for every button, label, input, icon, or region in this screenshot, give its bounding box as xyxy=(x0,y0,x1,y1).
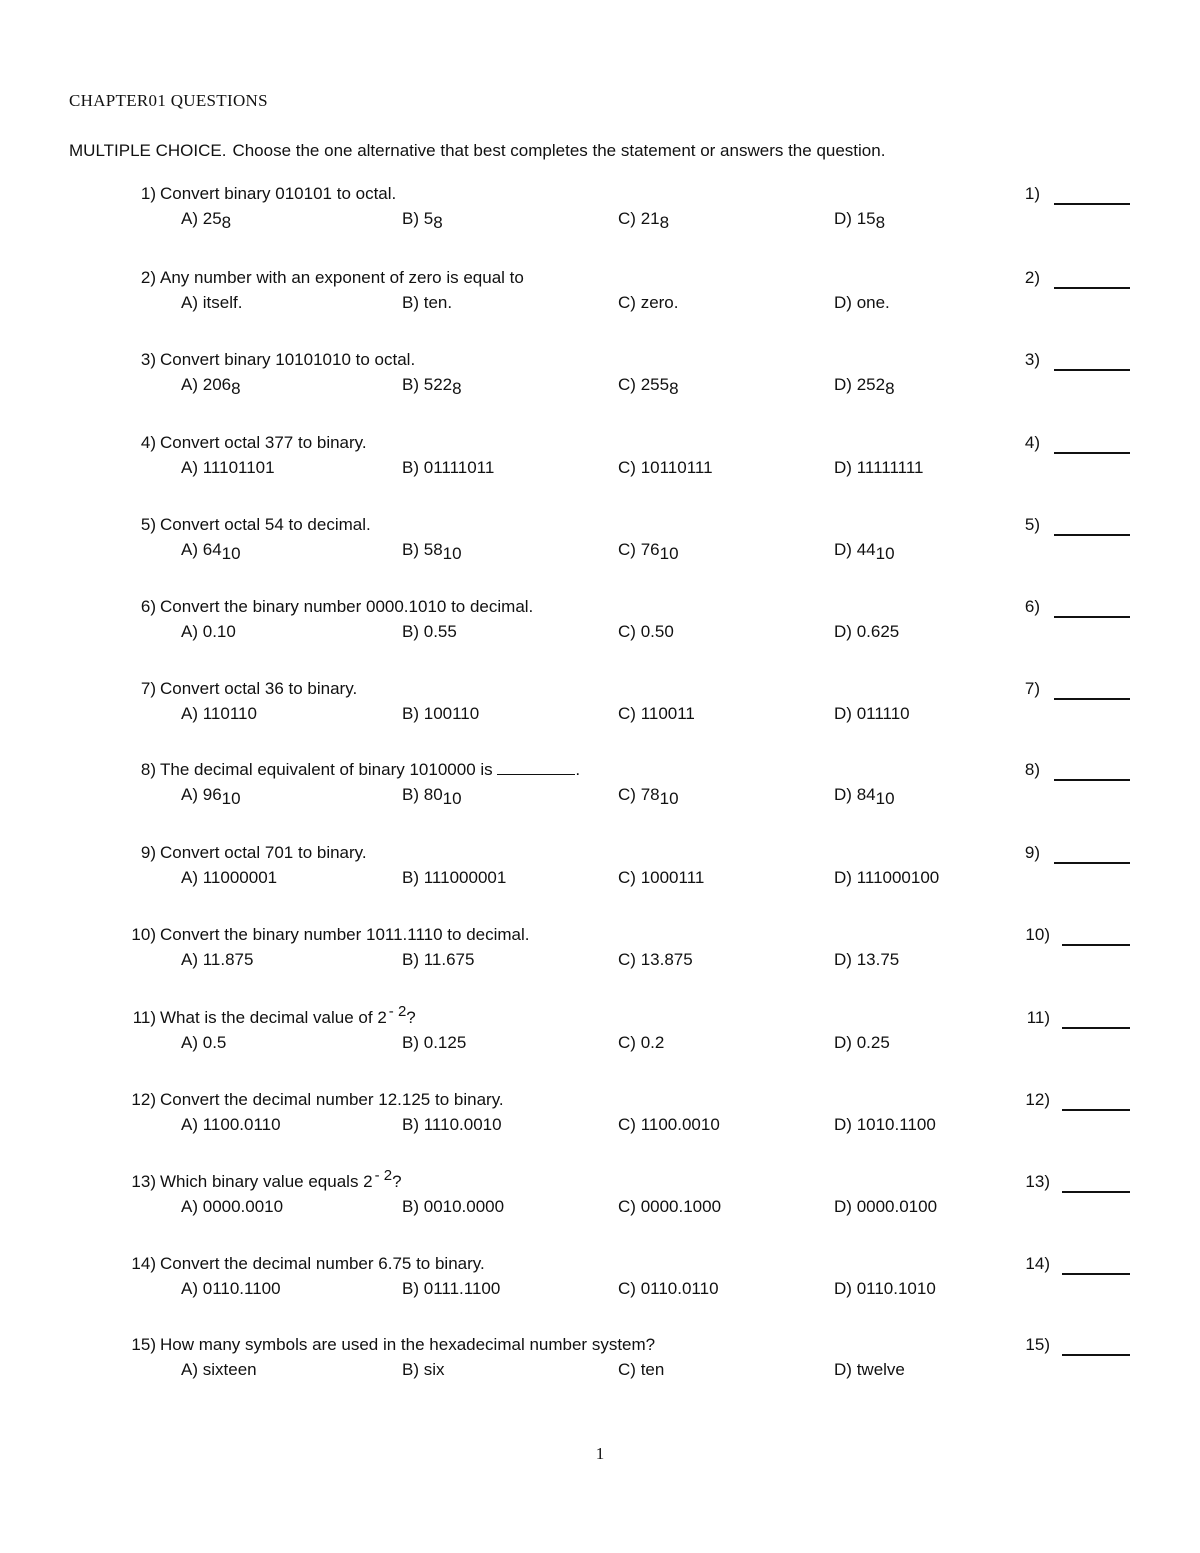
answer-number: 6) xyxy=(1024,597,1040,616)
option-label: D) xyxy=(834,622,852,641)
answer-blank[interactable] xyxy=(1054,203,1130,205)
option-value: 252 xyxy=(856,375,886,394)
option-value: 5 xyxy=(423,209,434,228)
option-value: 11.875 xyxy=(202,950,254,969)
question-text-main: Convert binary 010101 to octal. xyxy=(160,184,397,203)
option-b[interactable] xyxy=(402,1115,502,1135)
option-value: 522 xyxy=(423,375,453,394)
option-b[interactable] xyxy=(402,622,457,642)
question-text xyxy=(160,350,415,370)
question-11 xyxy=(0,1003,1200,1068)
option-d[interactable] xyxy=(834,209,886,232)
question-8 xyxy=(0,760,1200,820)
option-value: 0.10 xyxy=(202,622,236,641)
option-base-subscript: 10 xyxy=(875,789,895,808)
answer-number: 5) xyxy=(1024,515,1040,534)
question-text-main: Convert binary 10101010 to octal. xyxy=(160,350,416,369)
option-label: D) xyxy=(834,704,852,723)
chapter-title: CHAPTER01 QUESTIONS xyxy=(69,91,268,110)
question-1 xyxy=(0,184,1200,244)
question-text-main: Convert octal 377 to binary. xyxy=(160,433,367,452)
option-value: six xyxy=(423,1360,445,1379)
question-text xyxy=(160,433,367,453)
question-7 xyxy=(0,679,1200,739)
option-value: 0000.0100 xyxy=(856,1197,938,1216)
option-value: 64 xyxy=(202,540,222,559)
option-label: A) xyxy=(181,375,198,394)
option-label: B) xyxy=(402,704,419,723)
option-b[interactable] xyxy=(402,209,443,232)
option-base-subscript: 10 xyxy=(659,789,679,808)
option-c[interactable] xyxy=(618,375,679,398)
option-c[interactable] xyxy=(618,1279,719,1299)
question-number: 9) xyxy=(140,843,156,862)
option-label: A) xyxy=(181,950,198,969)
option-label: D) xyxy=(834,375,852,394)
option-c[interactable] xyxy=(618,458,713,478)
option-label: B) xyxy=(402,458,419,477)
option-label: D) xyxy=(834,293,852,312)
option-label: A) xyxy=(181,293,198,312)
section-instruction-text: Choose the one alternative that best completes the statement or answers the question. xyxy=(232,141,886,160)
option-label: C) xyxy=(618,704,636,723)
question-text xyxy=(160,925,530,945)
option-value: 78 xyxy=(640,785,660,804)
answer-number: 2) xyxy=(1024,268,1040,287)
option-label: A) xyxy=(181,1279,198,1298)
option-value: 21 xyxy=(640,209,660,228)
option-label: C) xyxy=(618,785,636,804)
option-a[interactable] xyxy=(181,1360,257,1380)
option-label: A) xyxy=(181,622,198,641)
option-value: 13.875 xyxy=(640,950,693,969)
option-a[interactable] xyxy=(181,209,232,232)
question-text-main: Convert the decimal number 6.75 to binary. xyxy=(160,1254,485,1273)
question-text-main: Any number with an exponent of zero is equal to xyxy=(160,268,524,287)
option-a[interactable] xyxy=(181,785,241,808)
answer-number: 4) xyxy=(1024,433,1040,452)
option-c[interactable] xyxy=(618,1197,721,1217)
answer-blank[interactable] xyxy=(1062,1191,1130,1193)
option-b[interactable] xyxy=(402,1279,500,1299)
option-label: A) xyxy=(181,209,198,228)
option-label: A) xyxy=(181,1115,198,1134)
option-d[interactable] xyxy=(834,540,895,563)
question-number: 7) xyxy=(140,679,156,698)
option-base-subscript: 10 xyxy=(659,544,679,563)
question-text-main: How many symbols are used in the hexadecimal number system? xyxy=(160,1335,656,1354)
question-4 xyxy=(0,433,1200,493)
option-label: B) xyxy=(402,375,419,394)
option-label: C) xyxy=(618,540,636,559)
answer-blank[interactable] xyxy=(1054,779,1130,781)
option-b[interactable] xyxy=(402,1360,445,1380)
option-label: D) xyxy=(834,1360,852,1379)
question-text-end: ? xyxy=(392,1172,402,1191)
answer-number: 1) xyxy=(1024,184,1040,203)
option-d[interactable] xyxy=(834,1360,905,1380)
option-value: 0.55 xyxy=(423,622,457,641)
option-label: C) xyxy=(618,1360,636,1379)
option-value: 1100.0110 xyxy=(202,1115,281,1134)
option-value: 80 xyxy=(423,785,443,804)
option-value: 13.75 xyxy=(856,950,900,969)
option-c[interactable] xyxy=(618,1115,720,1135)
option-label: B) xyxy=(402,950,419,969)
option-d[interactable] xyxy=(834,375,895,398)
question-text-main: Convert octal 54 to decimal. xyxy=(160,515,371,534)
exponent: - 2 xyxy=(388,1003,407,1020)
answer-number: 9) xyxy=(1024,843,1040,862)
option-label: D) xyxy=(834,1033,852,1052)
option-base-subscript: 10 xyxy=(875,544,895,563)
option-value: 111000100 xyxy=(856,868,940,887)
option-label: D) xyxy=(834,1115,852,1134)
option-label: B) xyxy=(402,1115,419,1134)
question-text-main: Convert the binary number 1011.1110 to decimal. xyxy=(160,925,530,944)
option-value: 44 xyxy=(856,540,876,559)
option-value: 011110 xyxy=(856,704,910,723)
option-value: 0000.1000 xyxy=(640,1197,722,1216)
question-text xyxy=(160,597,533,617)
question-number: 13) xyxy=(131,1172,156,1191)
question-6 xyxy=(0,597,1200,657)
option-label: A) xyxy=(181,540,198,559)
answer-blank[interactable] xyxy=(1054,287,1130,289)
option-label: B) xyxy=(402,540,419,559)
option-label: B) xyxy=(402,785,419,804)
option-value: 0.2 xyxy=(640,1033,665,1052)
question-text-main: Convert octal 36 to binary. xyxy=(160,679,358,698)
option-value: 0111.1100 xyxy=(423,1279,501,1298)
option-label: B) xyxy=(402,1279,419,1298)
option-label: C) xyxy=(618,622,636,641)
option-label: D) xyxy=(834,458,852,477)
section-label: MULTIPLE CHOICE. xyxy=(69,141,227,160)
answer-blank[interactable] xyxy=(1054,534,1130,536)
option-value: 11.675 xyxy=(423,950,475,969)
option-value: 0000.0010 xyxy=(202,1197,284,1216)
option-d[interactable] xyxy=(834,1033,890,1053)
option-c[interactable] xyxy=(618,785,679,808)
option-base-subscript: 8 xyxy=(433,213,443,232)
option-label: B) xyxy=(402,868,419,887)
option-label: B) xyxy=(402,1033,419,1052)
option-d[interactable] xyxy=(834,458,924,478)
question-number: 12) xyxy=(131,1090,156,1109)
page-number: 1 xyxy=(595,1444,605,1463)
option-b[interactable] xyxy=(402,1033,466,1053)
option-value: twelve xyxy=(856,1360,905,1379)
question-text xyxy=(160,760,580,780)
option-value: 0010.0000 xyxy=(423,1197,505,1216)
option-value: sixteen xyxy=(202,1360,257,1379)
answer-number: 8) xyxy=(1024,760,1040,779)
question-text xyxy=(160,1090,504,1110)
question-9 xyxy=(0,843,1200,903)
question-number: 15) xyxy=(131,1335,156,1354)
option-value: 58 xyxy=(423,540,443,559)
option-label: B) xyxy=(402,209,419,228)
question-13 xyxy=(0,1167,1200,1232)
option-value: 0110.1100 xyxy=(202,1279,281,1298)
question-text xyxy=(160,515,371,535)
option-label: A) xyxy=(181,785,198,804)
option-value: 11000001 xyxy=(202,868,278,887)
option-value: 84 xyxy=(856,785,876,804)
option-a[interactable] xyxy=(181,1115,281,1135)
option-base-subscript: 8 xyxy=(452,379,462,398)
option-value: 1110.0010 xyxy=(423,1115,502,1134)
option-value: 0.25 xyxy=(856,1033,890,1052)
answer-blank[interactable] xyxy=(1054,616,1130,618)
option-b[interactable] xyxy=(402,458,494,478)
question-3 xyxy=(0,350,1200,410)
fill-in-blank xyxy=(497,760,575,775)
question-number: 10) xyxy=(131,925,156,944)
option-b[interactable] xyxy=(402,375,462,398)
option-value: 0.625 xyxy=(856,622,900,641)
option-value: 0110.0110 xyxy=(640,1279,719,1298)
question-text xyxy=(160,268,524,288)
option-value: 76 xyxy=(640,540,660,559)
option-value: zero. xyxy=(640,293,679,312)
option-d[interactable] xyxy=(834,1115,936,1135)
option-c[interactable] xyxy=(618,950,693,970)
option-value: 01111011 xyxy=(423,458,495,477)
question-number: 6) xyxy=(140,597,156,616)
option-d[interactable] xyxy=(834,868,939,888)
option-value: 1000111 xyxy=(640,868,705,887)
option-label: D) xyxy=(834,1197,852,1216)
answer-number: 10) xyxy=(1025,925,1050,944)
option-value: 100110 xyxy=(423,704,480,723)
option-d[interactable] xyxy=(834,1279,936,1299)
option-label: D) xyxy=(834,209,852,228)
question-text-main: Which binary value equals 2 xyxy=(160,1172,373,1191)
question-number: 11) xyxy=(132,1008,156,1027)
option-value: 15 xyxy=(856,209,876,228)
question-number: 5) xyxy=(140,515,156,534)
option-a[interactable] xyxy=(181,1197,283,1217)
question-text xyxy=(160,1167,402,1192)
option-c[interactable] xyxy=(618,1033,664,1053)
question-text-main: Convert octal 701 to binary. xyxy=(160,843,367,862)
option-base-subscript: 10 xyxy=(442,544,462,563)
option-label: C) xyxy=(618,868,636,887)
question-14 xyxy=(0,1254,1200,1314)
option-value: 1010.1100 xyxy=(856,1115,936,1134)
answer-blank[interactable] xyxy=(1062,1354,1130,1356)
option-b[interactable] xyxy=(402,950,474,970)
question-number: 14) xyxy=(131,1254,156,1273)
option-value: 10110111 xyxy=(640,458,713,477)
option-b[interactable] xyxy=(402,540,462,563)
option-label: C) xyxy=(618,1033,636,1052)
option-a[interactable] xyxy=(181,458,275,478)
answer-number: 13) xyxy=(1025,1172,1050,1191)
option-base-subscript: 10 xyxy=(221,544,241,563)
question-12 xyxy=(0,1090,1200,1150)
option-d[interactable] xyxy=(834,622,899,642)
option-label: A) xyxy=(181,704,198,723)
exponent: - 2 xyxy=(374,1167,393,1184)
option-label: D) xyxy=(834,1279,852,1298)
option-label: C) xyxy=(618,293,636,312)
question-text xyxy=(160,184,396,204)
option-value: 96 xyxy=(202,785,222,804)
option-label: C) xyxy=(618,375,636,394)
answer-blank[interactable] xyxy=(1054,698,1130,700)
question-text xyxy=(160,679,357,699)
option-label: C) xyxy=(618,950,636,969)
question-text-end: ? xyxy=(406,1008,416,1027)
option-label: C) xyxy=(618,1279,636,1298)
option-value: 1100.0010 xyxy=(640,1115,720,1134)
question-number: 8) xyxy=(140,760,156,779)
answer-number: 14) xyxy=(1025,1254,1050,1273)
question-text xyxy=(160,1335,655,1355)
option-value: 110011 xyxy=(640,704,695,723)
option-d[interactable] xyxy=(834,950,899,970)
option-b[interactable] xyxy=(402,293,452,313)
option-label: C) xyxy=(618,458,636,477)
option-base-subscript: 8 xyxy=(669,379,679,398)
option-value: 255 xyxy=(640,375,670,394)
option-value: 0.5 xyxy=(202,1033,227,1052)
option-d[interactable] xyxy=(834,785,895,808)
question-15 xyxy=(0,1335,1200,1395)
option-label: A) xyxy=(181,1360,198,1379)
option-label: D) xyxy=(834,950,852,969)
answer-blank[interactable] xyxy=(1062,1027,1130,1029)
option-d[interactable] xyxy=(834,1197,937,1217)
option-a[interactable] xyxy=(181,540,241,563)
option-c[interactable] xyxy=(618,1360,664,1380)
question-number: 2) xyxy=(140,268,156,287)
option-value: 110110 xyxy=(202,704,257,723)
answer-blank[interactable] xyxy=(1062,944,1130,946)
option-label: B) xyxy=(402,622,419,641)
option-label: D) xyxy=(834,785,852,804)
option-a[interactable] xyxy=(181,622,236,642)
option-base-subscript: 8 xyxy=(875,213,886,232)
option-label: C) xyxy=(618,209,636,228)
option-a[interactable] xyxy=(181,375,241,398)
option-value: 0110.1010 xyxy=(856,1279,936,1298)
option-b[interactable] xyxy=(402,785,462,808)
option-a[interactable] xyxy=(181,704,257,724)
option-label: C) xyxy=(618,1115,636,1134)
option-c[interactable] xyxy=(618,209,670,232)
option-label: A) xyxy=(181,1197,198,1216)
option-value: itself. xyxy=(202,293,243,312)
option-label: D) xyxy=(834,540,852,559)
question-10 xyxy=(0,925,1200,985)
question-number: 3) xyxy=(140,350,156,369)
question-2 xyxy=(0,268,1200,328)
option-value: 206 xyxy=(202,375,232,394)
option-a[interactable] xyxy=(181,293,242,313)
option-label: C) xyxy=(618,1197,636,1216)
answer-blank[interactable] xyxy=(1054,452,1130,454)
option-base-subscript: 10 xyxy=(442,789,462,808)
option-value: 0.50 xyxy=(640,622,674,641)
option-label: A) xyxy=(181,458,198,477)
option-d[interactable] xyxy=(834,293,890,313)
answer-number: 11) xyxy=(1026,1008,1050,1027)
question-number: 4) xyxy=(140,433,156,452)
option-label: A) xyxy=(181,868,198,887)
section-instructions xyxy=(69,141,885,161)
question-text xyxy=(160,843,367,863)
option-base-subscript: 8 xyxy=(885,379,895,398)
option-a[interactable] xyxy=(181,1033,226,1053)
option-value: ten. xyxy=(423,293,453,312)
question-text-main: The decimal equivalent of binary 1010000 is xyxy=(160,760,493,779)
option-c[interactable] xyxy=(618,868,704,888)
option-base-subscript: 10 xyxy=(221,789,241,808)
question-text xyxy=(160,1254,485,1274)
option-d[interactable] xyxy=(834,704,910,724)
answer-number: 15) xyxy=(1025,1335,1050,1354)
option-c[interactable] xyxy=(618,704,695,724)
question-text-end: . xyxy=(575,760,581,779)
answer-blank[interactable] xyxy=(1062,1109,1130,1111)
option-value: 111000001 xyxy=(423,868,507,887)
option-c[interactable] xyxy=(618,293,678,313)
option-b[interactable] xyxy=(402,1197,504,1217)
option-base-subscript: 8 xyxy=(231,379,241,398)
answer-number: 7) xyxy=(1024,679,1040,698)
option-value: ten xyxy=(640,1360,665,1379)
answer-blank[interactable] xyxy=(1054,862,1130,864)
option-b[interactable] xyxy=(402,868,506,888)
option-value: 11111111 xyxy=(856,458,924,477)
option-a[interactable] xyxy=(181,950,253,970)
option-base-subscript: 8 xyxy=(221,213,232,232)
option-label: B) xyxy=(402,1360,419,1379)
option-label: A) xyxy=(181,1033,198,1052)
option-label: B) xyxy=(402,1197,419,1216)
answer-number: 12) xyxy=(1025,1090,1050,1109)
answer-blank[interactable] xyxy=(1062,1273,1130,1275)
option-c[interactable] xyxy=(618,622,674,642)
option-value: one. xyxy=(856,293,890,312)
question-5 xyxy=(0,515,1200,575)
question-text xyxy=(160,1003,416,1028)
question-text-main: Convert the decimal number 12.125 to binary. xyxy=(160,1090,504,1109)
option-a[interactable] xyxy=(181,868,277,888)
option-value: 25 xyxy=(202,209,222,228)
option-c[interactable] xyxy=(618,540,679,563)
question-number: 1) xyxy=(140,184,156,203)
answer-blank[interactable] xyxy=(1054,369,1130,371)
question-text-main: Convert the binary number 0000.1010 to decimal. xyxy=(160,597,534,616)
option-value: 0.125 xyxy=(423,1033,467,1052)
option-value: 11101101 xyxy=(202,458,275,477)
answer-number: 3) xyxy=(1024,350,1040,369)
option-a[interactable] xyxy=(181,1279,281,1299)
option-label: B) xyxy=(402,293,419,312)
option-b[interactable] xyxy=(402,704,479,724)
option-base-subscript: 8 xyxy=(659,213,670,232)
option-label: D) xyxy=(834,868,852,887)
question-text-main: What is the decimal value of 2 xyxy=(160,1008,387,1027)
